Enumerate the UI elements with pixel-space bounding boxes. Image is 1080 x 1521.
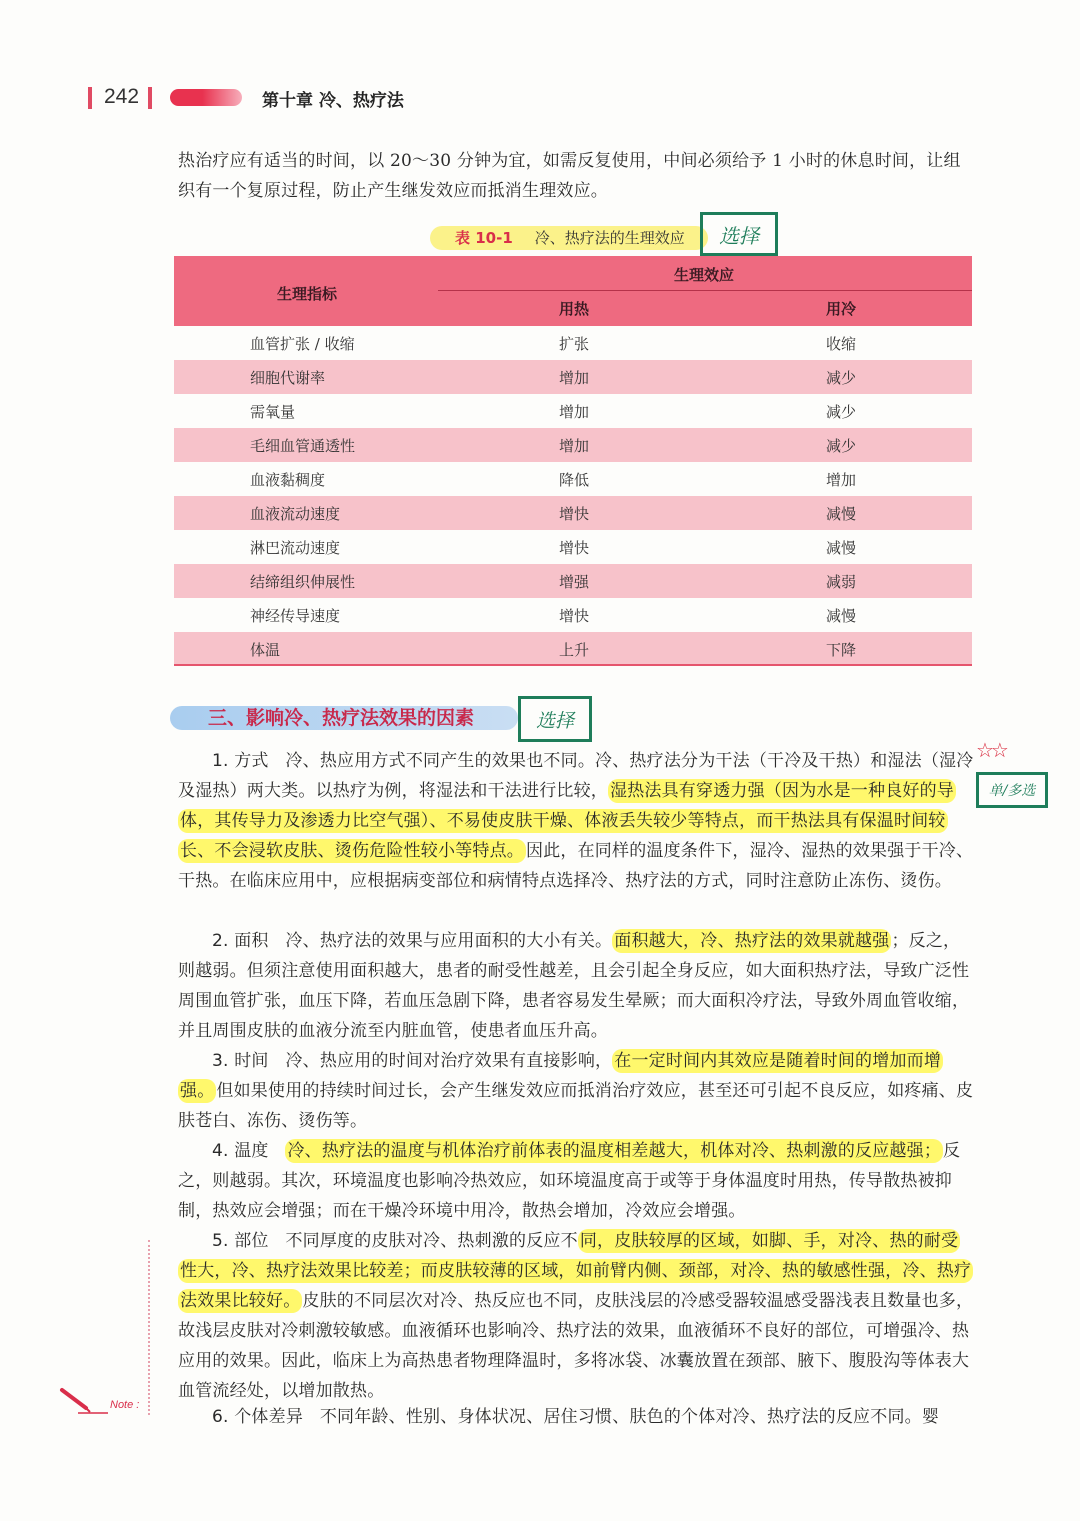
factor-2-text-a: 冷、热疗法的效果与应用面积的大小有关。: [285, 931, 613, 951]
header-bar-left: [88, 87, 92, 109]
cell-cold: 减少: [826, 403, 857, 421]
table-row: [174, 326, 972, 360]
cell-heat: 上升: [559, 641, 590, 659]
intro-line-2: 织有一个复原过程，防止产生继发效应而抵消生理效应。: [178, 181, 608, 201]
cell-heat: 增加: [559, 437, 590, 455]
factor-3-heading: 3. 时间: [212, 1051, 269, 1071]
table-row: [174, 394, 972, 428]
table-row: [174, 564, 972, 598]
handwritten-choice-box-2: 选择: [518, 696, 592, 742]
handwritten-stars: ☆☆: [976, 738, 1006, 762]
table-bottom-border: [174, 664, 972, 666]
cell-indicator: 血液流动速度: [250, 505, 341, 523]
cell-cold: 下降: [826, 641, 857, 659]
cell-indicator: 神经传导速度: [250, 607, 341, 625]
factor-4-text-b: 反之，则越弱。其次，环境温度也影响冷热效应，如环境温度高于或等于身体温度时用热，传导散热被抑制，热效应会增强；而在干燥冷环境中用冷，散热会增加，冷效应会增强。: [178, 1141, 961, 1221]
factor-4-paragraph: [178, 1136, 974, 1226]
factor-6-heading: 6. 个体差异: [212, 1407, 304, 1427]
table-row: [174, 530, 972, 564]
factor-5-heading: 5. 部位: [212, 1231, 269, 1251]
cell-indicator: 淋巴流动速度: [250, 539, 341, 557]
cell-cold: 减慢: [826, 539, 857, 557]
factor-5-highlight: 同，皮肤较厚的区域，如脚、手，对冷、热的耐受性大，冷、热疗法效果比较差；而皮肤较薄的区域，如前臂内侧、颈部，对冷、热的敏感性强，冷、热疗法效果比较好。: [180, 1231, 972, 1311]
factor-3-text-b: 但如果使用的持续时间过长，会产生继发效应而抵消治疗效应，甚至还可引起不良反应，如疼痛、皮肤苍白、冻伤、烫伤等。: [178, 1081, 974, 1131]
table-caption-title: 冷、热疗法的生理效应: [534, 229, 685, 247]
note-dotted-line: [148, 1240, 150, 1415]
cell-indicator: 血液黏稠度: [250, 471, 326, 489]
header-decoration: [170, 89, 242, 106]
table-row: [174, 462, 972, 496]
cell-heat: 增加: [559, 369, 590, 387]
table-caption-number: 表 10-1: [455, 229, 513, 247]
table-row: [174, 632, 972, 666]
cell-cold: 减慢: [826, 505, 857, 523]
intro-line-1: 热治疗应有适当的时间，以 20～30 分钟为宜，如需反复使用，中间必须给予 1 小时的休息时间，让组: [178, 151, 961, 171]
factor-1-paragraph: [178, 746, 974, 896]
table-header-effect: 生理效应: [674, 266, 735, 284]
factor-1-text-b: 因此，在同样的温度条件下，湿冷、湿热的效果强于干冷、干热。在临床应用中，应根据病变部位和病情特点选择冷、热疗法的方式，同时注意防止冻伤、烫伤。: [178, 841, 974, 891]
factor-3-text-a: 冷、热应用的时间对治疗效果有直接影响，: [285, 1051, 613, 1071]
cell-heat: 扩张: [559, 335, 590, 353]
pencil-icon: [58, 1386, 108, 1420]
page-number: 242: [104, 85, 140, 108]
cell-cold: 增加: [826, 471, 857, 489]
cell-heat: 增快: [559, 607, 590, 625]
cell-cold: 减慢: [826, 607, 857, 625]
factor-6-paragraph: [178, 1402, 974, 1432]
cell-indicator: 体温: [250, 641, 281, 659]
table-row: [174, 428, 972, 462]
cell-heat: 增强: [559, 573, 590, 591]
cell-indicator: 毛细血管通透性: [250, 437, 356, 455]
handwritten-choice-box-1: 选择: [700, 212, 778, 256]
table-row: [174, 496, 972, 530]
table-header-indicator: 生理指标: [277, 285, 338, 303]
section-heading: 三、影响冷、热疗法效果的因素: [208, 707, 475, 729]
factor-3-paragraph: [178, 1046, 974, 1136]
cell-cold: 减少: [826, 437, 857, 455]
factor-5-text-b: 皮肤的不同层次对冷、热反应也不同，皮肤浅层的冷感受器较温感受器浅表且数量也多，故浅层皮肤对冷刺激较敏感。血液循环也影响冷、热疗法的效果，血液循环不良好的部位，可增强冷、热应用的效果。因此，临床上为高热患者物理降温时，多将冰袋、冰囊放置在颈部、腋下、腹股沟等体表大血管流经处，以增加散热。: [178, 1291, 974, 1401]
factor-4-heading: 4. 温度: [212, 1141, 269, 1161]
cell-heat: 增快: [559, 539, 590, 557]
cell-heat: 增加: [559, 403, 590, 421]
factor-5-paragraph: [178, 1226, 974, 1406]
factor-2-paragraph: [178, 926, 974, 1046]
table-header-divider: [438, 290, 972, 291]
chapter-title: 第十章 冷、热疗法: [262, 91, 404, 111]
cell-indicator: 细胞代谢率: [250, 369, 326, 387]
cell-indicator: 需氧量: [250, 403, 296, 421]
cell-cold: 减少: [826, 369, 857, 387]
header-bar-right: [148, 87, 152, 109]
cell-cold: 减弱: [826, 573, 857, 591]
table-caption: [455, 227, 685, 248]
factor-1-highlight: 湿热法具有穿透力强（因为水是一种良好的导体，其传导力及渗透力比空气强）、不易使皮肤干燥、体液丢失较少等特点，而干热法具有保温时间较长、不会浸软皮肤、烫伤危险性较小等特点。: [180, 781, 954, 861]
table-row: [174, 360, 972, 394]
handwritten-single-multi-box: 单/多选: [976, 772, 1048, 808]
cell-heat: 增快: [559, 505, 590, 523]
factor-2-text-b: ；反之，则越弱。但须注意使用面积越大，患者的耐受性越差，且会引起全身反应，如大面积热疗法，导致广泛性周围血管扩张，血压下降，若血压急剧下降，患者容易发生晕厥；而大面积冷疗法，导致外周血管收缩，并且周围皮肤的血液分流至内脏血管，使患者血压升高。: [178, 931, 970, 1041]
factor-6-text-a: 不同年龄、性别、身体状况、居住习惯、肤色的个体对冷、热疗法的反应不同。婴: [319, 1407, 940, 1427]
intro-paragraph: [178, 146, 978, 206]
cell-indicator: 结缔组织伸展性: [250, 573, 356, 591]
factor-2-highlight: 面积越大，冷、热疗法的效果就越强: [614, 931, 890, 951]
cell-cold: 收缩: [826, 335, 857, 353]
factor-1-heading: 1. 方式: [212, 751, 269, 771]
factor-3-highlight: 在一定时间内其效应是随着时间的增加而增强。: [180, 1051, 942, 1101]
factor-4-highlight: 冷、热疗法的温度与机体治疗前体表的温度相差越大，机体对冷、热刺激的反应越强；: [287, 1141, 942, 1161]
cell-heat: 降低: [559, 471, 590, 489]
factor-1-text-a: 冷、热应用方式不同产生的效果也不同。冷、热疗法分为干法（干冷及干热）和湿法（湿冷及湿热）两大类。以热疗为例，将湿法和干法进行比较，: [178, 751, 974, 801]
table-header-heat: 用热: [559, 300, 590, 318]
note-label: Note :: [110, 1399, 140, 1411]
factor-2-heading: 2. 面积: [212, 931, 269, 951]
factor-5-text-a: 不同厚度的皮肤对冷、热刺激的反应不: [285, 1231, 578, 1251]
cell-indicator: 血管扩张 / 收缩: [250, 335, 355, 353]
table-row: [174, 598, 972, 632]
table-header-cold: 用冷: [826, 300, 857, 318]
